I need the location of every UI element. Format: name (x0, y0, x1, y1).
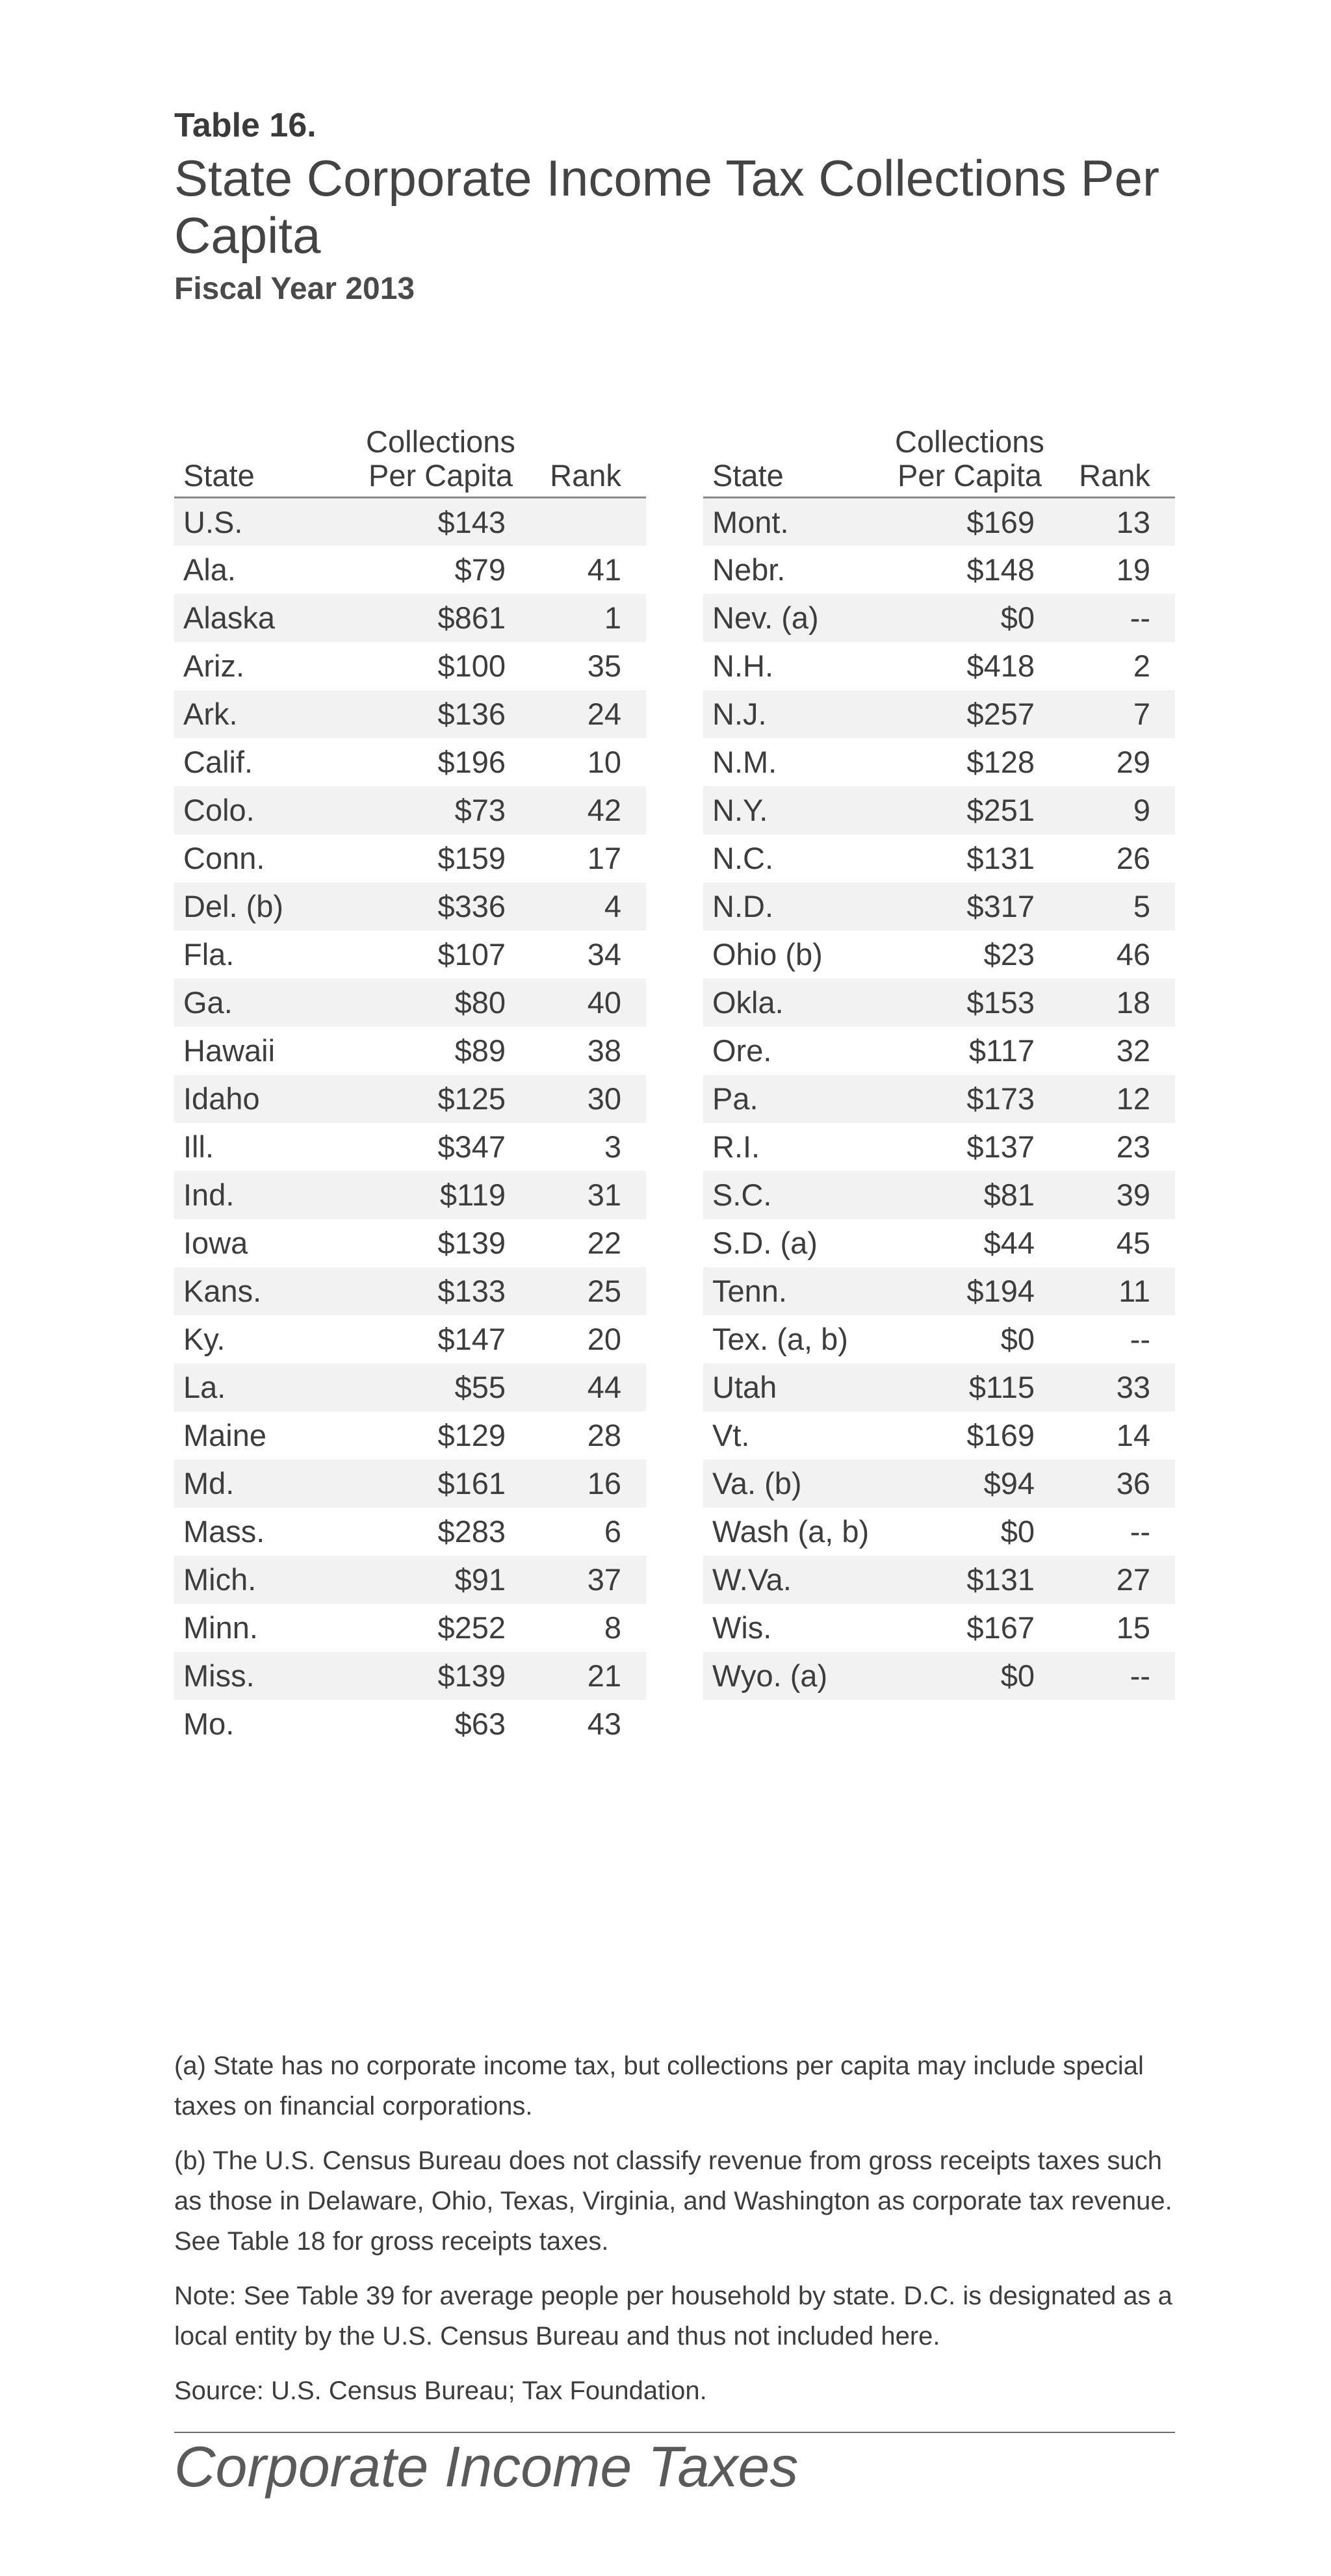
table-row (174, 882, 646, 931)
collections-cell: $128 (966, 745, 1035, 779)
table-row (703, 1075, 1175, 1123)
collections-cell: $137 (966, 1129, 1035, 1164)
state-cell: Wyo. (a) (712, 1658, 828, 1693)
state-column-header: State (703, 416, 885, 498)
rank-cell: 26 (1116, 841, 1150, 875)
state-cell: Ark. (183, 697, 238, 731)
rank-cell: 18 (1116, 985, 1150, 1020)
collections-cell: $81 (983, 1178, 1035, 1212)
rank-cell: 9 (1133, 793, 1150, 827)
state-cell: Tex. (a, b) (712, 1322, 848, 1356)
table-row (703, 498, 1175, 546)
collections-header-line2: Per Capita (897, 458, 1042, 493)
collections-cell: $169 (966, 1418, 1035, 1452)
section-footer-title: Corporate Income Taxes (174, 2434, 799, 2499)
left-table-body (174, 498, 646, 1748)
rank-cell: 41 (587, 552, 621, 587)
collections-cell: $107 (437, 937, 506, 972)
table-row (174, 1700, 646, 1748)
collections-cell: $861 (437, 600, 506, 635)
collections-header-line1: Collections (366, 424, 515, 459)
collections-cell: $129 (437, 1418, 506, 1452)
table-row (174, 738, 646, 786)
table-row (703, 594, 1175, 642)
rank-cell: 38 (587, 1033, 621, 1068)
collections-cell: $167 (966, 1610, 1035, 1645)
collections-cell: $79 (454, 552, 506, 587)
collections-cell: $148 (966, 552, 1035, 587)
state-cell: Wash (a, b) (712, 1514, 870, 1549)
table-row (703, 546, 1175, 594)
collections-cell: $317 (966, 889, 1035, 923)
state-cell: Fla. (183, 937, 235, 972)
collections-cell: $73 (454, 793, 506, 827)
collections-cell: $173 (966, 1081, 1035, 1116)
collections-cell: $251 (966, 793, 1035, 827)
state-cell: Conn. (183, 841, 265, 875)
rank-cell (525, 498, 646, 546)
collections-cell: $336 (437, 889, 506, 923)
state-cell: Utah (712, 1370, 777, 1404)
rank-cell: 20 (587, 1322, 621, 1356)
rank-cell: 3 (604, 1129, 621, 1164)
right-table-body (703, 498, 1175, 1700)
collections-cell: $125 (437, 1081, 506, 1116)
rank-cell: 23 (1116, 1129, 1150, 1164)
rank-cell: 13 (1116, 504, 1150, 539)
collections-cell: $0 (1000, 1658, 1035, 1693)
state-cell: N.M. (712, 745, 777, 779)
state-cell: N.Y. (712, 793, 768, 827)
collections-cell: $80 (454, 985, 506, 1020)
collections-cell: $131 (966, 841, 1035, 875)
rank-cell: 29 (1116, 745, 1150, 779)
table-row (703, 1267, 1175, 1315)
left-table-header-row (174, 416, 646, 498)
state-cell: Okla. (712, 985, 784, 1020)
rank-cell: 14 (1116, 1418, 1150, 1452)
rank-cell: 10 (587, 745, 621, 779)
state-cell: N.C. (712, 841, 773, 875)
collections-cell: $89 (454, 1033, 506, 1068)
table-row (703, 1363, 1175, 1411)
table-row (174, 1267, 646, 1315)
state-cell: Nebr. (712, 552, 786, 587)
table-row (703, 1315, 1175, 1363)
state-cell: Va. (b) (712, 1466, 802, 1501)
rank-cell: 2 (1133, 649, 1150, 683)
state-cell: S.C. (712, 1178, 772, 1212)
rank-cell: 30 (587, 1081, 621, 1116)
collections-cell: $143 (437, 504, 506, 539)
state-cell: Md. (183, 1466, 235, 1501)
general-note: Note: See Table 39 for average people per household by state. D.C. is designated as a local entity by the U.S. Census Bureau and thus not included here. (174, 2282, 1172, 2351)
state-cell: Vt. (712, 1418, 750, 1452)
table-row (703, 1123, 1175, 1171)
collections-cell: $257 (966, 697, 1035, 731)
table-row (174, 1556, 646, 1604)
rank-cell: 37 (587, 1562, 621, 1597)
table-row (174, 1460, 646, 1508)
state-column-header: State (174, 416, 356, 498)
table-row (174, 594, 646, 642)
rank-cell: 33 (1116, 1370, 1150, 1404)
table-row (703, 690, 1175, 738)
table-number: Table 16. (174, 107, 317, 144)
state-cell: Tenn. (712, 1274, 787, 1308)
rank-cell: 5 (1133, 889, 1150, 923)
collections-cell: $283 (437, 1514, 506, 1549)
collections-cell: $161 (437, 1466, 506, 1501)
state-cell: Mo. (183, 1707, 235, 1741)
rank-cell: 6 (604, 1514, 621, 1549)
state-cell: Mont. (712, 504, 789, 539)
table-row (703, 1652, 1175, 1700)
state-cell: N.H. (712, 649, 773, 683)
state-cell: Mass. (183, 1514, 265, 1549)
state-cell: Ind. (183, 1178, 235, 1212)
state-cell: N.D. (712, 889, 773, 923)
rank-cell: 42 (587, 793, 621, 827)
collections-cell: $117 (968, 1033, 1035, 1068)
table-row (174, 1027, 646, 1075)
rank-cell: 25 (587, 1274, 621, 1308)
rank-cell: 34 (587, 937, 621, 972)
rank-cell: 28 (587, 1418, 621, 1452)
rank-cell: 27 (1116, 1562, 1150, 1597)
rank-cell: 15 (1116, 1610, 1150, 1645)
table-row (703, 834, 1175, 882)
collections-cell: $0 (1000, 1514, 1035, 1549)
table-row (703, 786, 1175, 834)
table-row (703, 1411, 1175, 1460)
table-row (703, 1027, 1175, 1075)
rank-cell: 19 (1116, 552, 1150, 587)
table-header (174, 103, 1175, 311)
collections-cell: $94 (983, 1466, 1035, 1501)
state-cell: Maine (183, 1418, 267, 1452)
state-cell: Wis. (712, 1610, 772, 1645)
table-row (174, 1363, 646, 1411)
collections-cell: $0 (1000, 600, 1035, 635)
collections-header-line1: Collections (895, 424, 1044, 459)
table-row (174, 498, 646, 546)
rank-column-header: Rank (525, 416, 646, 498)
rank-cell: 21 (587, 1658, 621, 1693)
rank-cell: 31 (587, 1178, 621, 1212)
state-cell: Ky. (183, 1322, 226, 1356)
table-title: State Corporate Income Tax Collections Per Capita (174, 149, 1159, 264)
state-cell: Miss. (183, 1658, 255, 1693)
collections-cell: $196 (437, 745, 506, 779)
state-cell: Idaho (183, 1081, 260, 1116)
state-cell: W.Va. (712, 1562, 792, 1597)
state-cell: Ill. (183, 1129, 214, 1164)
state-cell: R.I. (712, 1129, 760, 1164)
collections-cell: $55 (454, 1370, 506, 1404)
table-row (703, 738, 1175, 786)
rank-cell: -- (1130, 1514, 1150, 1549)
rank-cell: 16 (587, 1466, 621, 1501)
collections-cell: $0 (1000, 1322, 1035, 1356)
state-cell: La. (183, 1370, 226, 1404)
collections-cell: $119 (439, 1178, 506, 1212)
table-row (174, 1411, 646, 1460)
collections-cell: $159 (437, 841, 506, 875)
rank-cell: 1 (604, 600, 621, 635)
table-row (703, 931, 1175, 979)
table-row (174, 1075, 646, 1123)
table-row (703, 1460, 1175, 1508)
rank-cell: 17 (587, 841, 621, 875)
table-row (174, 979, 646, 1027)
rank-cell: 32 (1116, 1033, 1150, 1068)
rank-cell: 22 (587, 1226, 621, 1260)
rank-cell: 4 (604, 889, 621, 923)
collections-cell: $418 (966, 649, 1035, 683)
footnotes (174, 2046, 1175, 2411)
table-row (174, 642, 646, 690)
table-row (703, 979, 1175, 1027)
rank-cell: 40 (587, 985, 621, 1020)
rank-cell: 11 (1118, 1274, 1150, 1308)
rank-cell: 45 (1116, 1226, 1150, 1260)
footnote-a: (a) State has no corporate income tax, but collections per capita may include special taxes on financial corporations. (174, 2052, 1144, 2120)
collections-column-header (356, 416, 525, 498)
table-row (174, 1171, 646, 1219)
collections-cell: $194 (966, 1274, 1035, 1308)
state-cell: Pa. (712, 1081, 758, 1116)
collections-cell: $139 (437, 1226, 506, 1260)
collections-cell: $153 (966, 985, 1035, 1020)
state-cell: Ga. (183, 985, 233, 1020)
table-row (703, 642, 1175, 690)
state-cell: Ala. (183, 552, 236, 587)
table-row (174, 1604, 646, 1652)
rank-cell: -- (1130, 1322, 1150, 1356)
state-cell: Alaska (183, 600, 276, 635)
state-cell: Mich. (183, 1562, 257, 1597)
collections-cell: $44 (983, 1226, 1035, 1260)
collections-cell: $100 (437, 649, 506, 683)
table-row (703, 1556, 1175, 1604)
table-row (174, 834, 646, 882)
rank-cell: 7 (1133, 697, 1150, 731)
collections-cell: $133 (437, 1274, 506, 1308)
right-table-header-row (703, 416, 1175, 498)
state-cell: Colo. (183, 793, 255, 827)
table-row (174, 1652, 646, 1700)
table-row (703, 1219, 1175, 1267)
collections-cell: $347 (437, 1129, 506, 1164)
table-row (703, 1604, 1175, 1652)
state-cell: Del. (b) (183, 889, 284, 923)
rank-cell: 39 (1116, 1178, 1150, 1212)
state-cell: S.D. (a) (712, 1226, 818, 1260)
table-row (174, 1219, 646, 1267)
table-row (703, 1171, 1175, 1219)
table-row (703, 882, 1175, 931)
table-row (174, 931, 646, 979)
collections-cell: $91 (454, 1562, 506, 1597)
collections-cell: $63 (454, 1707, 506, 1741)
table-row (174, 546, 646, 594)
collections-header-line2: Per Capita (368, 458, 513, 493)
rank-cell: 24 (587, 697, 621, 731)
state-cell: Hawaii (183, 1033, 276, 1068)
collections-cell: $136 (437, 697, 506, 731)
source-note: Source: U.S. Census Bureau; Tax Foundation. (174, 2376, 707, 2405)
state-cell: Ohio (b) (712, 937, 823, 972)
right-data-table (703, 416, 1175, 1700)
rank-cell: 36 (1116, 1466, 1150, 1501)
rank-cell: -- (1130, 1658, 1150, 1693)
collections-cell: $139 (437, 1658, 506, 1693)
collections-cell: $115 (968, 1370, 1035, 1404)
table-row (174, 786, 646, 834)
rank-cell: 8 (604, 1610, 621, 1645)
table-subtitle: Fiscal Year 2013 (174, 272, 415, 306)
table-row (174, 690, 646, 738)
table-row (174, 1123, 646, 1171)
state-cell: Kans. (183, 1274, 262, 1308)
state-cell: Ore. (712, 1033, 772, 1068)
table-row (174, 1315, 646, 1363)
state-cell: U.S. (183, 504, 243, 539)
state-cell: Calif. (183, 745, 253, 779)
table-row (174, 1508, 646, 1556)
state-cell: Nev. (a) (712, 600, 819, 635)
collections-cell: $23 (983, 937, 1035, 972)
state-cell: Iowa (183, 1226, 248, 1260)
rank-cell: -- (1130, 600, 1150, 635)
rank-cell: 35 (587, 649, 621, 683)
rank-cell: 46 (1116, 937, 1150, 972)
rank-cell: 12 (1116, 1081, 1150, 1116)
state-cell: Ariz. (183, 649, 244, 683)
collections-cell: $147 (437, 1322, 506, 1356)
rank-column-header: Rank (1054, 416, 1175, 498)
state-cell: N.J. (712, 697, 767, 731)
rank-cell: 44 (587, 1370, 621, 1404)
collections-cell: $131 (966, 1562, 1035, 1597)
footer-divider (174, 2432, 1175, 2433)
footnote-b: (b) The U.S. Census Bureau does not classify revenue from gross receipts taxes such as those in Delaware, Ohio, Texas, Virginia, and Washington as corporate tax revenue. See Table 18 for gross receipts taxes. (174, 2146, 1172, 2256)
left-data-table (174, 416, 646, 1748)
rank-cell: 43 (587, 1707, 621, 1741)
table-row (703, 1508, 1175, 1556)
collections-cell: $169 (966, 504, 1035, 539)
collections-column-header (885, 416, 1054, 498)
state-cell: Minn. (183, 1610, 258, 1645)
collections-cell: $252 (437, 1610, 506, 1645)
